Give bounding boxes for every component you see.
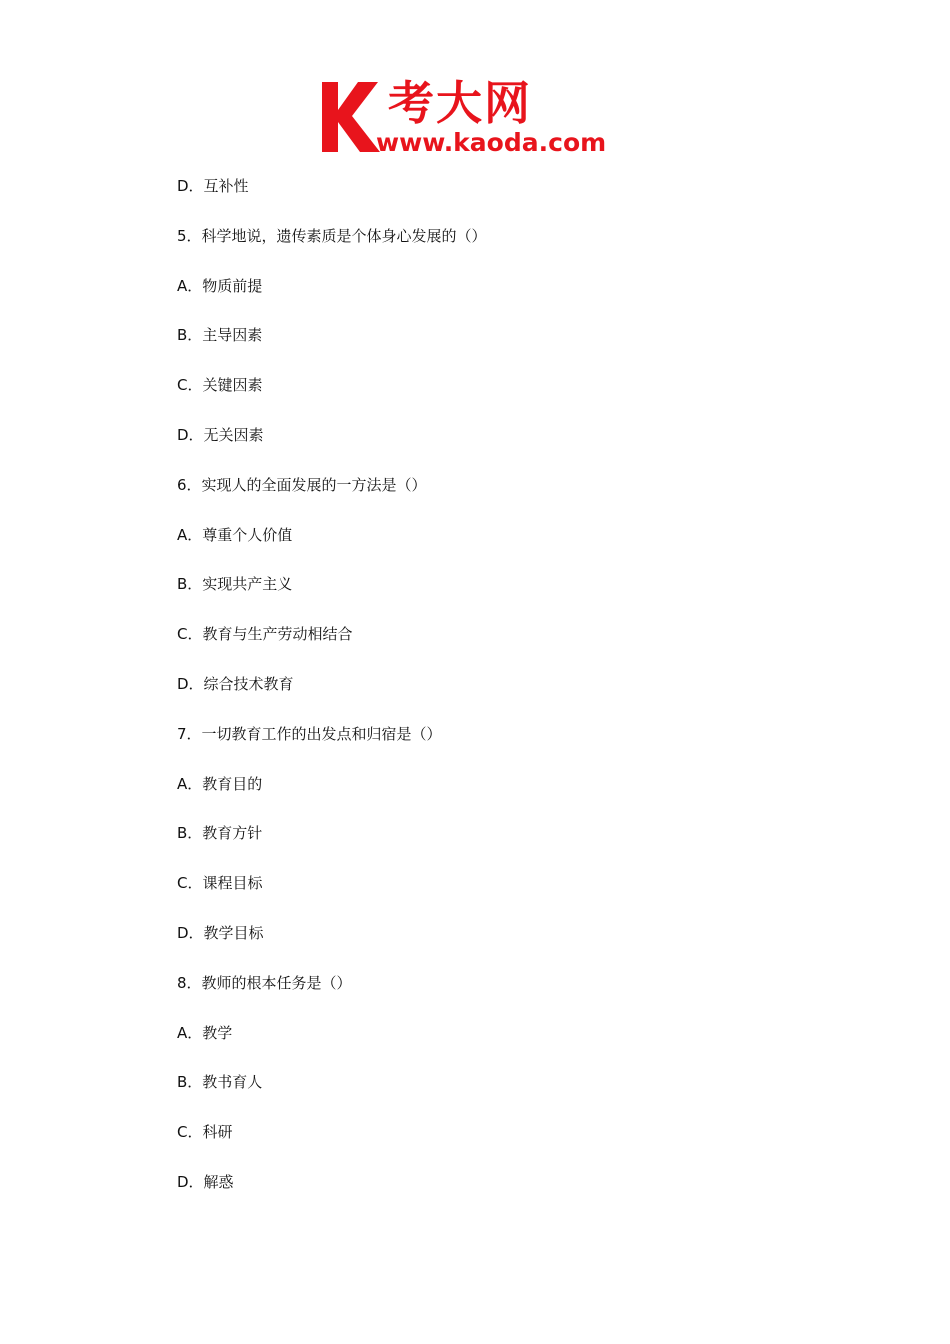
option-d-q7: D．教学目标 — [177, 923, 264, 942]
question-5: 5．科学地说，遗传素质是个体身心发展的（） — [177, 226, 487, 245]
question-7: 7．一切教育工作的出发点和归宿是（） — [177, 724, 442, 743]
option-a-q5: A．物质前提 — [177, 276, 263, 295]
option-c-q8: C．科研 — [177, 1123, 233, 1142]
option-c-q5: C．关键因素 — [177, 376, 263, 395]
option-c-q7: C．课程目标 — [177, 874, 263, 893]
site-logo — [318, 78, 640, 162]
option-a-q8: A．教学 — [177, 1023, 233, 1042]
question-8: 8．教师的根本任务是（） — [177, 973, 352, 992]
question-list — [177, 174, 877, 1220]
option-b-q6: B．实现共产主义 — [177, 575, 293, 594]
option-a-q6: A．尊重个人价值 — [177, 525, 293, 544]
option-d-q6: D．综合技术教育 — [177, 674, 294, 693]
option-b-q8: B．教书育人 — [177, 1073, 263, 1092]
option-a-q7: A．教育目的 — [177, 774, 263, 793]
option-d-q8: D．解惑 — [177, 1172, 234, 1191]
option-b-q5: B．主导因素 — [177, 326, 263, 345]
logo-site-url: www.kaoda.com — [376, 128, 607, 157]
option-d-q4: D．互补性 — [177, 177, 249, 195]
option-d-q5: D．无关因素 — [177, 425, 264, 444]
logo-site-name: 考大网 — [388, 76, 532, 130]
option-b-q7: B．教育方针 — [177, 824, 263, 843]
k-letter-logo-icon — [318, 80, 382, 152]
question-6: 6．实现人的全面发展的一方法是（） — [177, 475, 427, 494]
option-c-q6: C．教育与生产劳动相结合 — [177, 625, 353, 644]
